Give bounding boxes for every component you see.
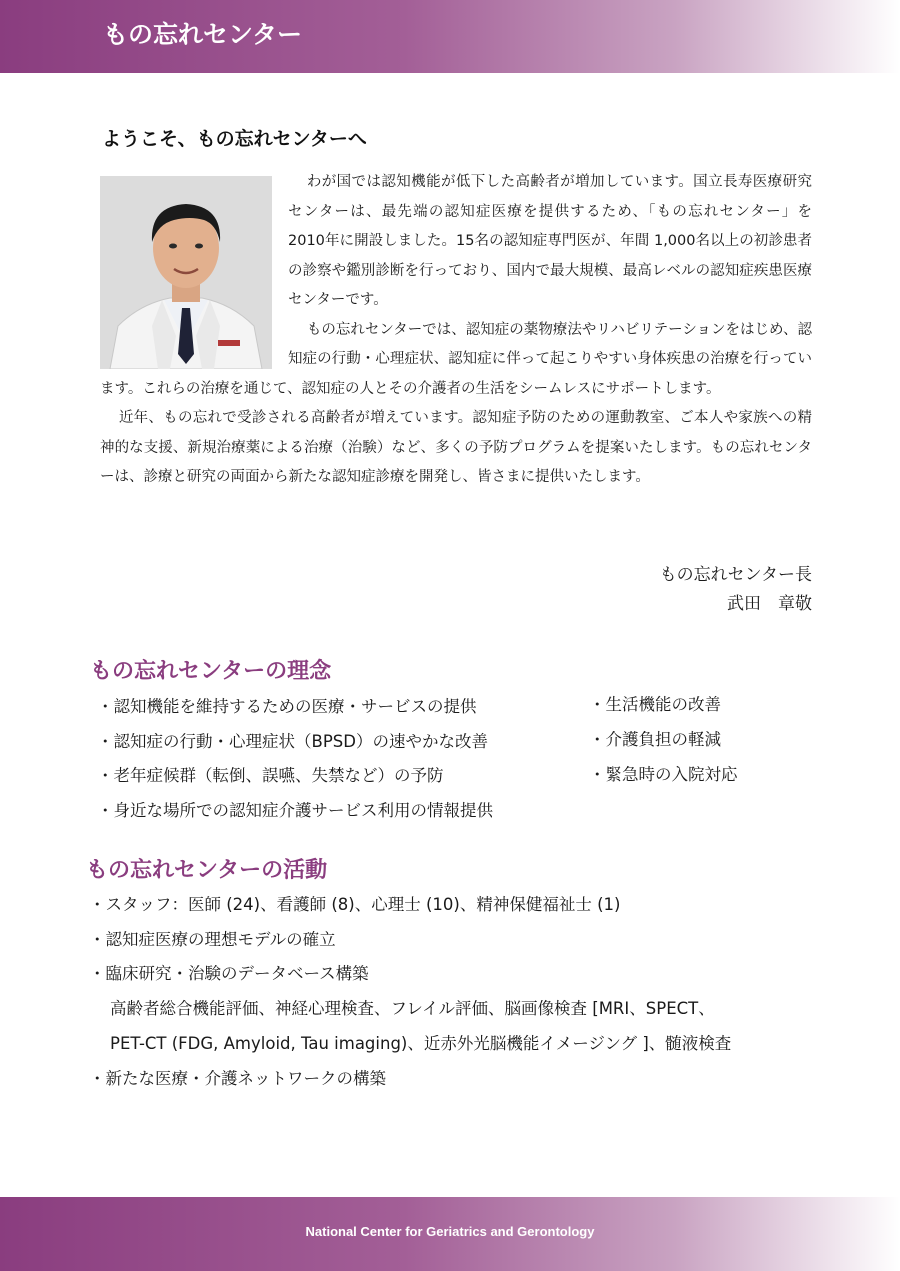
intro-text [100,168,812,493]
header-band [0,0,900,73]
list-item: ・介護負担の軽減 [589,730,721,749]
list-item: ・身近な場所での認知症介護サービス利用の情報提供 [97,800,493,820]
header-title: もの忘れセンター [103,20,303,49]
list-item: ・新たな医療・介護ネットワークの構築 [89,1068,386,1088]
signature-position: もの忘れセンター長 [659,565,812,585]
welcome-heading: ようこそ、もの忘れセンターへ [102,128,367,150]
signature [660,561,812,619]
intro-paragraph: 近年、もの忘れで受診される高齢者が増えています。認知症予防のための運動教室、ご本人や家族への精神的な支援、新規治療薬による治療（治験）など、多くの予防プログラムを提案いたします。もの忘れセンターは、診療と研究の両面から新たな認知症診療を開発し、皆さまに提供いたします。 [100,410,812,485]
list-item-detail: PET-CT (FDG, Amyloid, Tau imaging)、近赤外光脳機能イメージング ]、髄液検査 [110,1033,732,1053]
intro-paragraph: もの忘れセンターでは、認知症の薬物療法やリハビリテーションをはじめ、認知症の行動・心理症状、認知症に伴って起こりやすい身体疾患の治療を行っています。これらの治療を通じて、認知症の人とその介護者の生活をシームレスにサポートします。 [100,321,812,397]
intro-paragraph: わが国では認知機能が低下した高齢者が増加しています。国立長寿医療研究センターは、最先端の認知症医療を提供するため、「もの忘れセンター」を 2010年に開設しました。15名の認知症専門医が、年間 1,000名以上の初診患者の診察や鑑別診断を行っており、国内で最大規模、最高レベルの認知症疾患医療センターです。 [288,174,812,308]
list-item: ・生活機能の改善 [589,695,721,714]
list-item: ・認知症の行動・心理症状（BPSD）の速やかな改善 [97,731,488,751]
footer-band [0,1197,900,1271]
activities-title: もの忘れセンターの活動 [86,858,328,883]
list-item: ・スタッフ：医師 (24)、看護師 (8)、心理士 (10)、精神保健福祉士 (1) [89,895,621,914]
philosophy-title: もの忘れセンターの理念 [90,659,332,684]
footer-text: National Center for Geriatrics and Gerontology [305,1224,595,1239]
list-item: ・緊急時の入院対応 [589,765,738,784]
philosophy-list-left [97,690,493,828]
signature-name: 武田 章敬 [727,594,812,614]
list-item: ・臨床研究・治験のデータベース構築 [89,964,369,984]
philosophy-list-right [589,687,738,792]
list-item: ・認知症医療の理想モデルの確立 [89,929,336,949]
list-item-detail: 高齢者総合機能評価、神経心理検査、フレイル評価、脳画像検査 [MRI、SPECT、 [110,999,715,1019]
activities-list [89,888,731,1096]
list-item: ・老年症候群（転倒、誤嚥、失禁など）の予防 [97,766,444,785]
photo-spacer [100,170,288,370]
list-item: ・認知機能を維持するための医療・サービスの提供 [97,697,477,716]
